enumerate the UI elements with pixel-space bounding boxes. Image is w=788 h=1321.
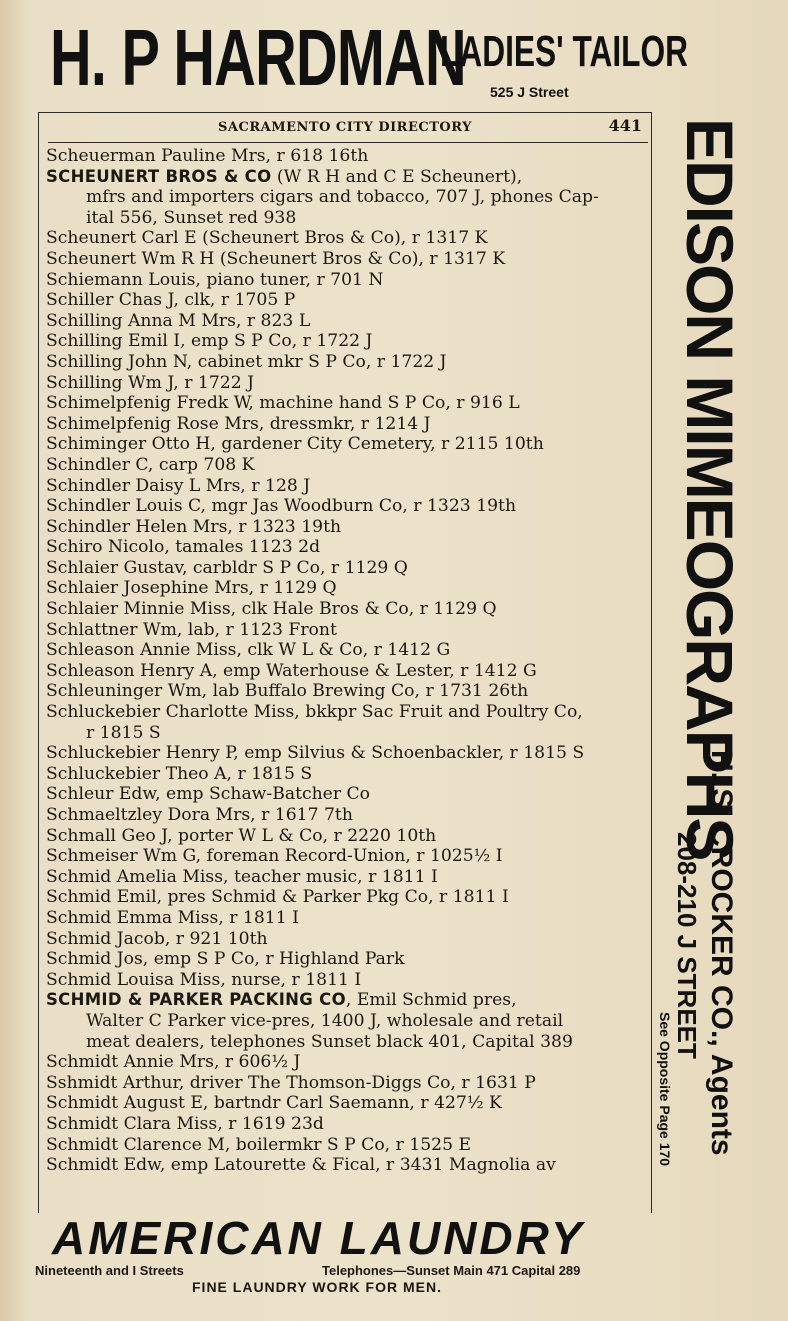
- directory-entry: [46, 414, 646, 435]
- directory-entries: [46, 146, 646, 1176]
- directory-entry: [46, 1073, 646, 1094]
- directory-entry: [46, 1052, 646, 1073]
- directory-entry: [46, 620, 646, 641]
- laundry-slogan: FINE LAUNDRY WORK FOR MEN.: [192, 1279, 442, 1295]
- entry-text: Schindler Louis C, mgr Jas Woodburn Co, r 1323 19th: [46, 496, 517, 517]
- entry-text: Schiemann Louis, piano tuner, r 701 N: [46, 269, 384, 290]
- running-header: [48, 116, 648, 143]
- directory-entry: [46, 661, 646, 682]
- entry-text: Schleur Edw, emp Schaw-Batcher Co: [46, 784, 371, 805]
- directory-entry: [46, 373, 646, 394]
- directory-entry: [46, 393, 646, 414]
- entry-text: Schmid Jacob, r 921 10th: [46, 928, 268, 949]
- side-advertisement-edison: [655, 118, 747, 860]
- entry-text: Schilling Anna M Mrs, r 823 L: [46, 310, 311, 331]
- crocker-address: 208-210 J STREET: [672, 832, 702, 1059]
- entry-text: Scheuerman Pauline Mrs, r 618 16th: [46, 146, 369, 166]
- directory-entry: [46, 290, 646, 311]
- entry-continuation: Walter C Parker vice-pres, 1400 J, wholesale and retail: [86, 1010, 564, 1031]
- entry-text: Schluckebier Henry P, emp Silvius & Schoenbackler, r 1815 S: [46, 743, 585, 764]
- directory-entry: [46, 517, 646, 538]
- entry-text: Schmidt Annie Mrs, r 606½ J: [46, 1052, 301, 1073]
- entry-text: Schluckebier Theo A, r 1815 S: [46, 763, 313, 784]
- directory-entry: [46, 558, 646, 579]
- directory-entry: [46, 743, 646, 764]
- directory-entry: [46, 640, 646, 661]
- directory-entry: [46, 681, 646, 702]
- advertiser-address: 525 J Street: [490, 84, 569, 100]
- entry-continuation: meat dealers, telephones Sunset black 401, Capital 389: [86, 1031, 573, 1052]
- advertiser-name: H. P HARDMAN: [50, 13, 466, 102]
- directory-entry: [46, 826, 646, 847]
- entry-text: Schimelpfenig Fredk W, machine hand S P Co, r 916 L: [46, 393, 520, 414]
- edison-ad-text: EDISON MIMEOGRAPHS: [673, 118, 747, 860]
- entry-text: Schmidt Clarence M, boilermkr S P Co, r 1525 E: [46, 1134, 472, 1155]
- entry-continuation: r 1815 S: [86, 722, 161, 743]
- entry-text: Schindler Helen Mrs, r 1323 19th: [46, 516, 342, 537]
- directory-entry: [46, 805, 646, 826]
- directory-entry: [46, 270, 646, 291]
- entry-text: Sshmidt Arthur, driver The Thomson-Diggs Co, r 1631 P: [46, 1072, 536, 1093]
- directory-entry: [46, 537, 646, 558]
- entry-text: Schluckebier Charlotte Miss, bkkpr Sac Fruit and Poultry Co,: [46, 702, 583, 723]
- directory-entry: [46, 496, 646, 517]
- entry-text: Schlaier Minnie Miss, clk Hale Bros & Co, r 1129 Q: [46, 599, 497, 620]
- bottom-advertisement: [30, 1205, 720, 1315]
- directory-entry: [46, 455, 646, 476]
- entry-continuation: ital 556, Sunset red 938: [86, 207, 297, 228]
- entry-text: Schilling John N, cabinet mkr S P Co, r 1722 J: [46, 351, 447, 372]
- entry-text: Schindler Daisy L Mrs, r 128 J: [46, 475, 311, 496]
- directory-entry: [46, 990, 646, 1052]
- directory-entry: [46, 249, 646, 270]
- advertiser-tagline: LADIES' TAILOR: [440, 27, 689, 76]
- entry-text: Schmid Emma Miss, r 1811 I: [46, 907, 299, 928]
- entry-text: Schiller Chas J, clk, r 1705 P: [46, 290, 296, 311]
- entry-text: Schmid Amelia Miss, teacher music, r 1811 I: [46, 866, 438, 887]
- directory-entry: [46, 1155, 646, 1176]
- entry-text: , Emil Schmid pres,: [345, 990, 517, 1011]
- entry-text: Schleason Henry A, emp Waterhouse & Lester, r 1412 G: [46, 660, 537, 681]
- directory-entry: [46, 167, 646, 229]
- entry-text: Schleason Annie Miss, clk W L & Co, r 1412 G: [46, 640, 451, 661]
- entry-text: Schmeiser Wm G, foreman Record-Union, r 1025½ I: [46, 846, 503, 867]
- entry-business-name: SCHEUNERT BROS & CO: [46, 166, 272, 186]
- entry-text: Schiminger Otto H, gardener City Cemetery, r 2115 10th: [46, 434, 544, 455]
- entry-text: Schmidt Edw, emp Latourette & Fical, r 3431 Magnolia av: [46, 1155, 556, 1176]
- entry-text: Schindler C, carp 708 K: [46, 454, 255, 475]
- directory-entry: [46, 764, 646, 785]
- entry-text: Schmaeltzley Dora Mrs, r 1617 7th: [46, 805, 353, 825]
- directory-entry: [46, 887, 646, 908]
- entry-text: Schiro Nicolo, tamales 1123 2d: [46, 537, 321, 558]
- directory-entry: [46, 331, 646, 352]
- directory-entry: [46, 352, 646, 373]
- entry-text: Schmidt Clara Miss, r 1619 23d: [46, 1113, 324, 1134]
- entry-text: Schilling Wm J, r 1722 J: [46, 372, 255, 393]
- directory-entry: [46, 146, 646, 167]
- directory-entry: [46, 949, 646, 970]
- directory-entry: [46, 1114, 646, 1135]
- page-number: 441: [608, 116, 642, 135]
- entry-text: Schmid Jos, emp S P Co, r Highland Park: [46, 949, 405, 970]
- directory-entry: [46, 929, 646, 950]
- directory-entry: [46, 867, 646, 888]
- crocker-note: See Opposite Page 170: [657, 1012, 673, 1167]
- directory-entry: [46, 311, 646, 332]
- directory-entry: [46, 1093, 646, 1114]
- entry-text: Schlattner Wm, lab, r 1123 Front: [46, 619, 337, 640]
- entry-text: Schmall Geo J, porter W L & Co, r 2220 10th: [46, 825, 437, 846]
- directory-entry: [46, 578, 646, 599]
- directory-entry: [46, 599, 646, 620]
- entry-text: Schmid Emil, pres Schmid & Parker Pkg Co, r 1811 I: [46, 887, 509, 908]
- entry-text: Scheunert Wm R H (Scheunert Bros & Co), r 1317 K: [46, 248, 506, 269]
- entry-text: Scheunert Carl E (Scheunert Bros & Co), r 1317 K: [46, 228, 488, 249]
- directory-title: SACRAMENTO CITY DIRECTORY: [218, 120, 472, 135]
- entry-text: Schmid Louisa Miss, nurse, r 1811 I: [46, 969, 362, 990]
- directory-entry: [46, 846, 646, 867]
- entry-text: Schilling Emil I, emp S P Co, r 1722 J: [46, 331, 373, 352]
- directory-entry: [46, 702, 646, 743]
- entry-text: Schlaier Josephine Mrs, r 1129 Q: [46, 578, 337, 599]
- entry-text: Schimelpfenig Rose Mrs, dressmkr, r 1214 J: [46, 413, 431, 434]
- directory-entry: [46, 434, 646, 455]
- directory-entry: [46, 908, 646, 929]
- directory-entry: [46, 784, 646, 805]
- laundry-phones: Telephones—Sunset Main 471 Capital 289: [322, 1263, 581, 1278]
- top-advertisement: [40, 13, 760, 110]
- laundry-address: Nineteenth and I Streets: [35, 1263, 184, 1278]
- entry-text: Schmidt August E, bartndr Carl Saemann, r 427½ K: [46, 1093, 502, 1114]
- directory-entry: [46, 476, 646, 497]
- entry-text: Schleuninger Wm, lab Buffalo Brewing Co, r 1731 26th: [46, 681, 529, 702]
- directory-entry: [46, 228, 646, 249]
- entry-text: Schlaier Gustav, carbldr S P Co, r 1129 Q: [46, 557, 408, 578]
- entry-text: (W R H and C E Scheunert),: [271, 166, 523, 187]
- entry-business-name: SCHMID & PARKER PACKING CO: [46, 990, 346, 1010]
- directory-entry: [46, 1135, 646, 1156]
- side-advertisement-crocker: [640, 750, 760, 1220]
- laundry-name: AMERICAN LAUNDRY: [52, 1212, 585, 1264]
- entry-continuation: mfrs and importers cigars and tobacco, 707 J, phones Cap-: [86, 187, 599, 208]
- crocker-name: H. S. CROCKER CO., Agents: [705, 750, 738, 1156]
- directory-entry: [46, 970, 646, 991]
